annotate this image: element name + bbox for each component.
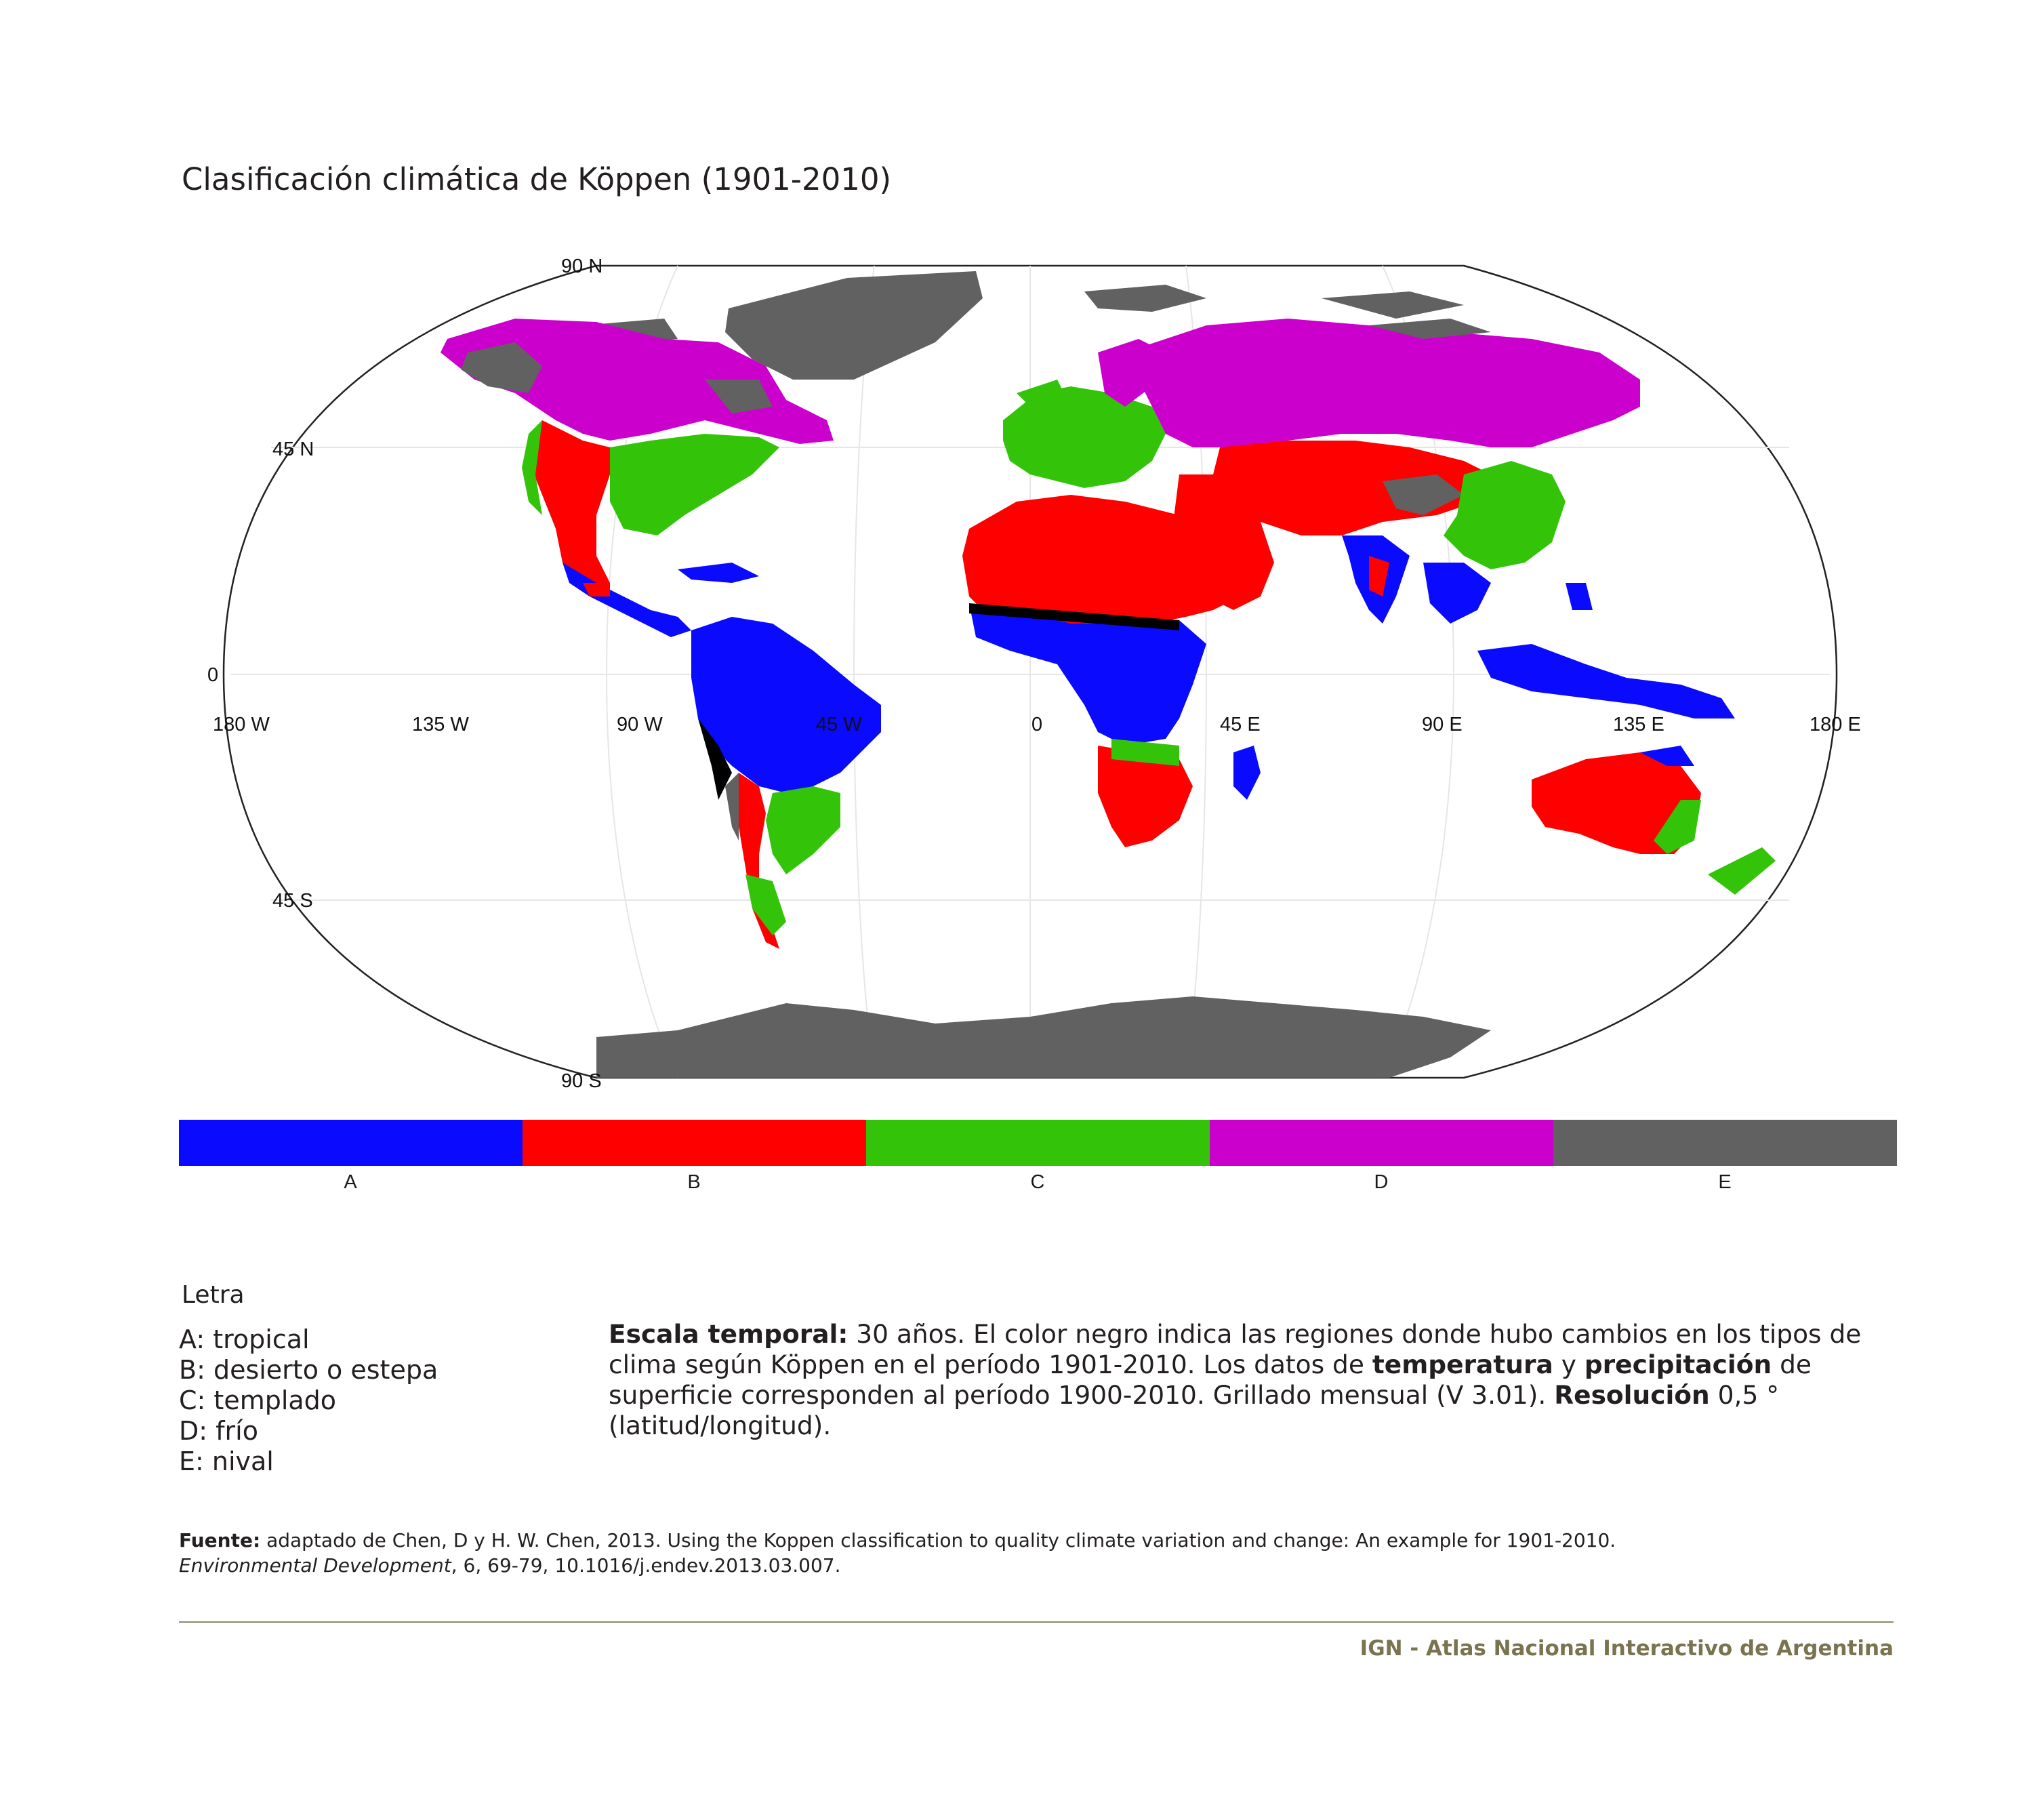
lon-label-180e: 180 E xyxy=(1810,714,1861,735)
letra-item-e: E: nival xyxy=(179,1446,274,1476)
source-text: adaptado de Chen, D y H. W. Chen, 2013. Using the Koppen classification to quality climate variation and change: An example for 1901-2010. xyxy=(260,1529,1616,1552)
legend-label-b: B xyxy=(687,1171,701,1193)
lon-label-90e: 90 E xyxy=(1422,714,1463,735)
lat-label-45n: 45 N xyxy=(272,439,314,460)
desc-text-2: y xyxy=(1553,1350,1585,1379)
legend-swatch-b xyxy=(523,1120,866,1166)
legend-swatch-c xyxy=(866,1120,1210,1166)
lat-label-0: 0 xyxy=(207,664,219,686)
desc-label-precipitacion: precipitación xyxy=(1584,1350,1772,1379)
lon-label-0: 0 xyxy=(1031,714,1043,735)
map-title: Clasificación climática de Köppen (1901-2010) xyxy=(182,161,892,197)
footer-divider xyxy=(179,1621,1894,1623)
desc-label-temperatura: temperatura xyxy=(1372,1350,1553,1379)
desc-text-1: 30 años. El color negro indica las regiones donde hubo cambios en los tipos de clima según Köppen en el período 1901-2010. Los datos de xyxy=(609,1319,1862,1379)
legend-swatch-d xyxy=(1210,1120,1553,1166)
legend-swatch-e xyxy=(1553,1120,1897,1166)
letra-item-a: A: tropical xyxy=(179,1324,310,1354)
lon-label-135e: 135 E xyxy=(1613,714,1664,735)
lon-label-45w: 45 W xyxy=(816,714,862,735)
lon-label-90w: 90 W xyxy=(617,714,663,735)
legend-label-c: C xyxy=(1030,1171,1045,1193)
lon-label-180w: 180 W xyxy=(213,714,270,735)
source-journal: Environmental Development xyxy=(179,1554,451,1577)
desc-text-4: 0,5 ° (latitud/longitud). xyxy=(609,1380,1779,1440)
legend-label-a: A xyxy=(344,1171,357,1193)
letra-item-c: C: templado xyxy=(179,1385,337,1415)
letra-item-b: B: desierto o estepa xyxy=(179,1355,438,1385)
lon-label-45e: 45 E xyxy=(1220,714,1261,735)
lat-label-45s: 45 S xyxy=(272,890,313,912)
lat-label-90n: 90 N xyxy=(561,256,603,277)
description xyxy=(609,1319,1896,1441)
legend-swatch-a xyxy=(179,1120,523,1166)
legend-label-d: D xyxy=(1374,1171,1389,1193)
source-citation xyxy=(179,1528,1914,1578)
lat-label-90s: 90 S xyxy=(561,1070,602,1092)
letra-heading: Letra xyxy=(182,1281,245,1309)
desc-label-escala: Escala temporal: xyxy=(609,1319,849,1349)
desc-label-resolucion: Resolución xyxy=(1554,1380,1710,1410)
source-label: Fuente: xyxy=(179,1529,261,1552)
legend-label-e: E xyxy=(1718,1171,1732,1193)
footer-credit: IGN - Atlas Nacional Interactivo de Argentina xyxy=(1360,1636,1894,1661)
desc-text-3: de superficie corresponden al período 1900-2010. Grillado mensual (V 3.01). xyxy=(609,1350,1812,1410)
source-citation-detail: , 6, 69-79, 10.1016/j.endev.2013.03.007. xyxy=(451,1554,841,1577)
lon-label-135w: 135 W xyxy=(412,714,469,735)
letra-item-d: D: frío xyxy=(179,1416,258,1446)
